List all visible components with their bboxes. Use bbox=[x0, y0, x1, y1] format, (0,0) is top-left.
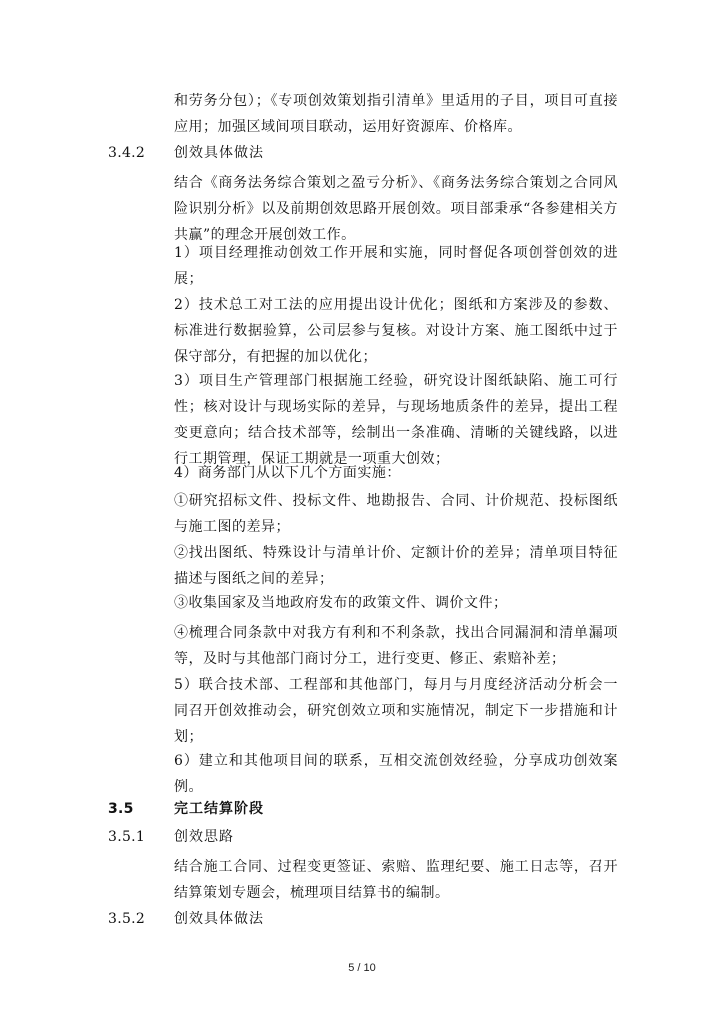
list-item-5: 5）联合技术部、工程部和其他部门，每月与月度经济活动分析会一同召开创效推动会，研究创效立项和实施情况，制定下一步措施和计划； bbox=[174, 677, 618, 745]
page-number: 5 / 10 bbox=[348, 962, 376, 974]
heading-3-4-2-title: 创效具体做法 bbox=[174, 145, 264, 161]
list-item-6: 6）建立和其他项目间的联系，互相交流创效经验，分享成功创效案例。 bbox=[174, 753, 618, 795]
list-item-3: 3）项目生产管理部门根据施工经验，研究设计图纸缺陷、施工可行性；核对设计与现场实际的差异，与现场地质条件的差异，提出工程变更意向；结合技术部等，绘制出一条准确、清晰的关键线路，以进行工期管理，保证工期就是一项重大创效； bbox=[174, 373, 618, 467]
heading-3-5-2-title: 创效具体做法 bbox=[174, 911, 264, 927]
list-item-2: 2）技术总工对工法的应用提出设计优化；图纸和方案涉及的参数、标准进行数据验算，公司层参与复核。对设计方案、施工图纸中过于保守部分，有把握的加以优化； bbox=[174, 297, 618, 365]
heading-3-5-1-number: 3.5.1 bbox=[108, 829, 146, 845]
sub-item-4: ④梳理合同条款中对我方有利和不利条款，找出合同漏洞和清单漏项等，及时与其他部门商讨分工，进行变更、修正、索赔补差； bbox=[174, 625, 618, 667]
list-item-4: 4）商务部门从以下几个方面实施： bbox=[174, 465, 401, 481]
list-item-1: 1）项目经理推动创效工作开展和实施，同时督促各项创誉创效的进展； bbox=[174, 245, 618, 287]
heading-3-5-2-number: 3.5.2 bbox=[108, 911, 146, 927]
sub-item-3: ③收集国家及当地政府发布的政策文件、调价文件； bbox=[174, 595, 508, 611]
heading-3-5-number: 3.5 bbox=[108, 801, 134, 817]
sub-item-2: ②找出图纸、特殊设计与清单计价、定额计价的差异；清单项目特征描述与图纸之间的差异； bbox=[174, 545, 618, 587]
paragraph-3-4-2-intro: 结合《商务法务综合策划之盈亏分析》、《商务法务综合策划之合同风险识别分析》以及前期创效思路开展创效。项目部秉承“各参建相关方共赢”的理念开展创效工作。 bbox=[174, 175, 618, 243]
heading-3-5-title: 完工结算阶段 bbox=[174, 801, 264, 817]
paragraph-continuation: 和劳务分包）；《专项创效策划指引清单》里适用的子目，项目可直接应用；加强区域间项目联动，运用好资源库、价格库。 bbox=[174, 93, 618, 135]
heading-3-5-1-title: 创效思路 bbox=[174, 829, 234, 845]
paragraph-3-5-1: 结合施工合同、过程变更签证、索赔、监理纪要、施工日志等，召开结算策划专题会，梳理项目结算书的编制。 bbox=[174, 859, 618, 901]
heading-3-4-2-number: 3.4.2 bbox=[108, 145, 146, 161]
sub-item-1: ①研究招标文件、投标文件、地勘报告、合同、计价规范、投标图纸与施工图的差异； bbox=[174, 493, 618, 535]
